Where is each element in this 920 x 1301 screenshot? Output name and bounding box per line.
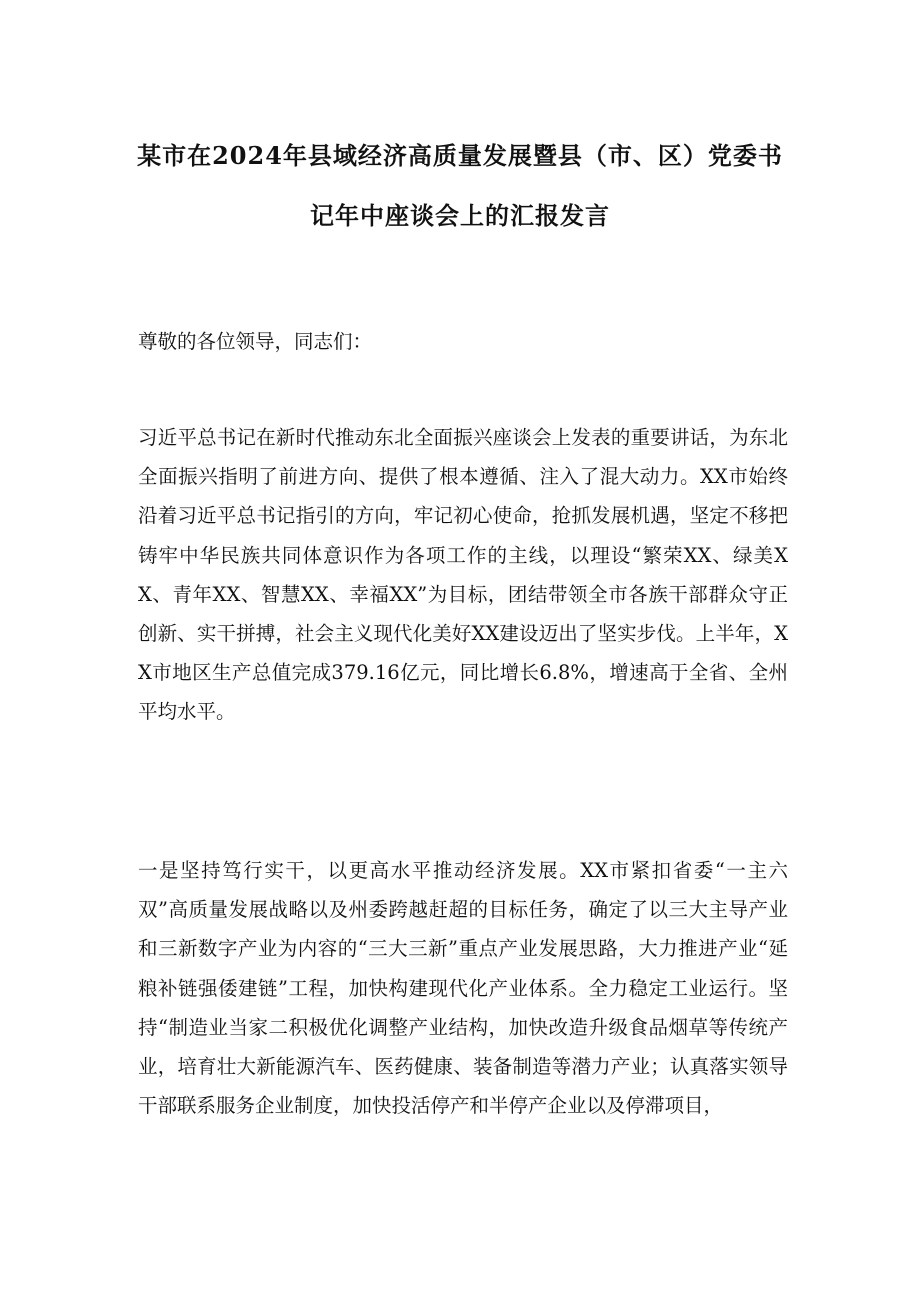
body-paragraph-1: 习近平总书记在新时代推动东北全面振兴座谈会上发表的重要讲话，为东北全面振兴指明了前进方向、提供了根本遵循、注入了混大动力。XX市始终沿着习近平总书记指引的方向，牢记初心使命，抢抓发展机遇，坚定不移把铸牢中华民族共同体意识作为各项工作的主线，以理设“繁荣XX、绿美XX、青年XX、智慧XX、幸福XX”为目标，团结带领全市各族干部群众守正创新、实干拼搏，社会主义现代化美好XX建设迈出了坚实步伐。上半年，XX市地区生产总值完成379.16亿元，同比增长6.8%，增速高于全省、全州平均水平。: [138, 426, 788, 724]
document-title-line-1: 某市在2024年县域经济高质量发展暨县（市、区）党委书: [137, 141, 783, 170]
document-title-line-2: 记年中座谈会上的汇报发言: [310, 201, 610, 230]
body-paragraph-2: 一是坚持笃行实干，以更高水平推动经济发展。XX市紧扣省委“一主六双”高质量发展战略以及州委跨越赶超的目标任务，确定了以三大主导产业和三新数字产业为内容的“三大三新”重点产业发展思路，大力推进产业“延粮补链强倭建链”工程，加快构建现代化产业体系。全力稳定工业运行。坚持“制造业当家二积极优化调整产业结构，加快改造升级食品烟草等传统产业，培育壮大新能源汽车、医药健康、装备制造等潜力产业；认真落实领导干部联系服务企业制度，加快投活停产和半停产企业以及停滞项目，: [138, 859, 788, 1118]
salutation: 尊敬的各位领导，同志们：: [138, 330, 373, 353]
